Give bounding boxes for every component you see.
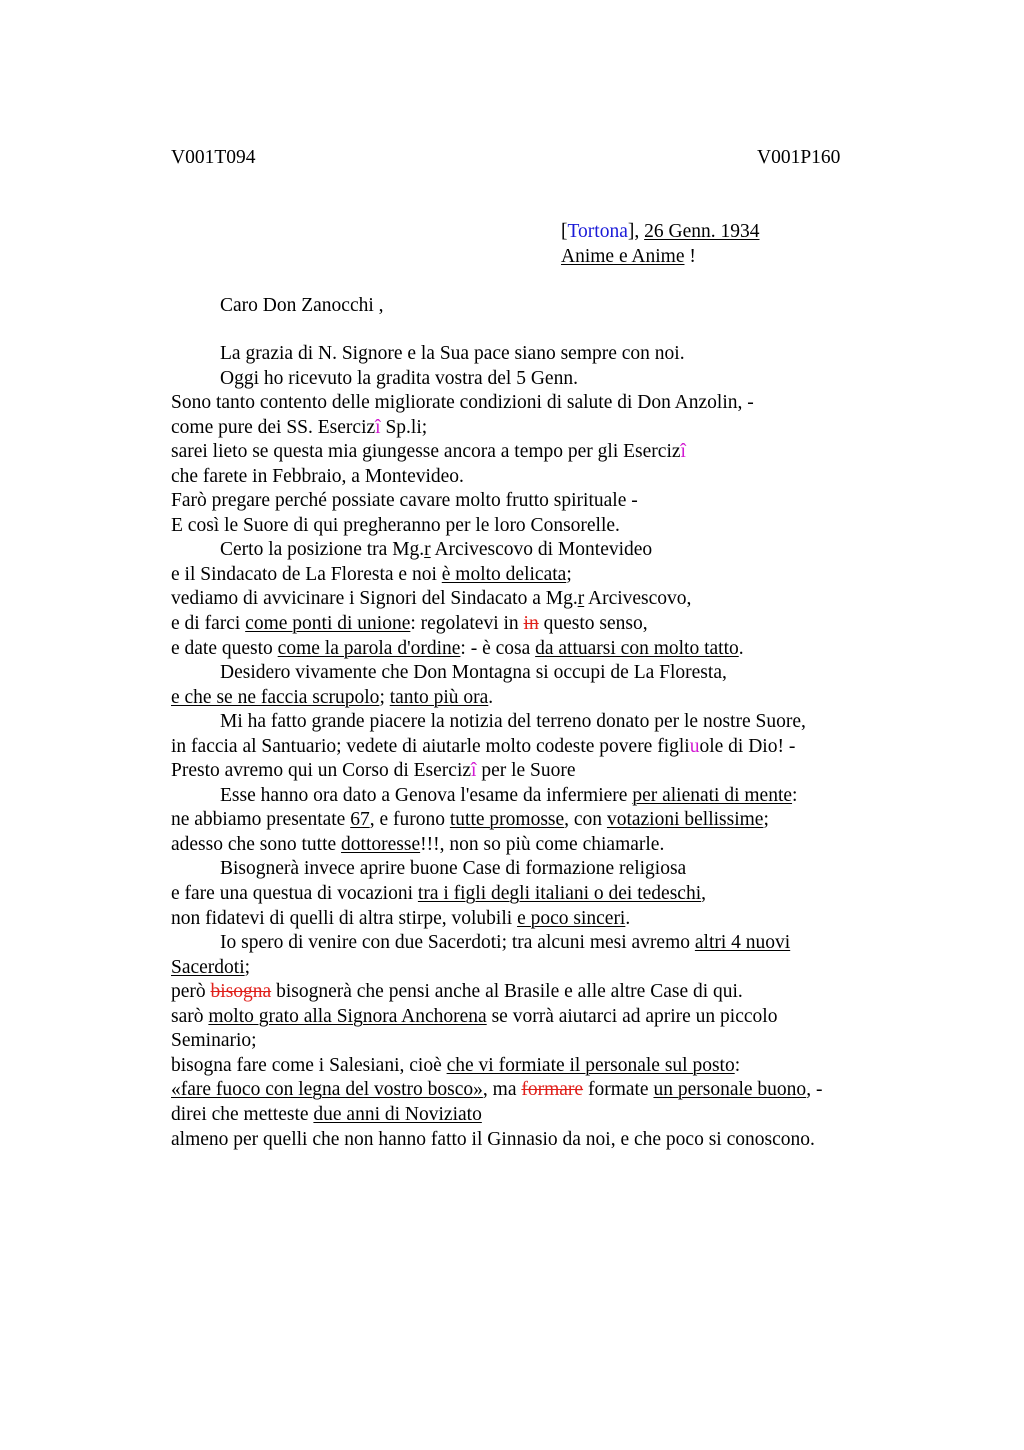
text-segment: , con xyxy=(564,809,607,831)
text-segment: ole di Dio! - xyxy=(699,735,796,757)
text-segment: formate xyxy=(583,1079,654,1101)
text-segment: però xyxy=(171,981,211,1003)
text-line xyxy=(171,538,871,563)
deleted-text: formare xyxy=(521,1079,584,1101)
underlined-text: un personale buono xyxy=(653,1079,807,1101)
text-segment: ; xyxy=(244,956,251,978)
text-segment: . xyxy=(488,686,494,708)
text-line: Sono tanto contento delle migliorate condizioni di salute di Don Anzolin, - xyxy=(171,392,754,414)
text-segment: per le Suore xyxy=(476,760,576,782)
text-segment: Sp.li; xyxy=(380,416,428,438)
text-segment: in faccia al Santuario; vedete di aiutarle molto codeste povere figli xyxy=(171,735,690,757)
text-line xyxy=(171,907,871,932)
text-line xyxy=(171,931,871,956)
underlined-text: molto grato alla Signora Anchorena xyxy=(208,1005,487,1027)
underlined-text: come ponti di unione xyxy=(245,613,411,635)
text-line xyxy=(171,980,871,1005)
text-segment: bisogna fare come i Salesiani, cioè xyxy=(171,1054,447,1076)
underlined-text: per alienati di mente xyxy=(632,784,793,806)
text-segment: , xyxy=(701,883,706,905)
salutation: Caro Don Zanocchi , xyxy=(220,295,384,316)
text-line xyxy=(171,1103,871,1128)
underlined-text: 67 xyxy=(350,809,370,831)
correction-mark: î xyxy=(680,441,686,463)
text-segment: Certo la posizione tra Mg. xyxy=(220,539,425,561)
text-line xyxy=(171,440,871,465)
underlined-text: due anni di Noviziato xyxy=(313,1103,482,1125)
underlined-text: tutte promosse xyxy=(449,809,565,831)
bracket-close: ], xyxy=(627,221,645,242)
text-segment: vediamo di avvicinare i Signori del Sindacato a Mg. xyxy=(171,588,578,610)
text-segment: . xyxy=(738,637,744,659)
text-line xyxy=(171,637,871,662)
text-line xyxy=(171,882,871,907)
underlined-text: altri 4 nuovi xyxy=(694,932,791,954)
text-segment: Io spero di venire con due Sacerdoti; tra alcuni mesi avremo xyxy=(220,932,695,954)
text-segment: Esse hanno ora dato a Genova l'esame da infermiere xyxy=(220,784,633,806)
text-line xyxy=(171,833,871,858)
text-segment: ; xyxy=(566,563,572,585)
underlined-text: e poco sinceri xyxy=(517,907,626,929)
text-line: Mi ha fatto grande piacere la notizia del terreno donato per le nostre Suore, xyxy=(220,711,806,733)
text-segment: questo senso, xyxy=(538,613,648,635)
underlined-text: che vi formiate il personale sul posto xyxy=(446,1054,735,1076)
text-line xyxy=(171,956,871,981)
text-line xyxy=(171,784,871,809)
underlined-text: da attuarsi con molto tatto xyxy=(535,637,739,659)
text-segment: ; xyxy=(379,686,390,708)
text-line xyxy=(171,686,871,711)
archive-ref-right: V001P160 xyxy=(757,147,841,168)
underlined-text: come la parola d'ordine xyxy=(277,637,461,659)
motto-line xyxy=(561,245,760,270)
text-segment: Arcivescovo di Montevideo xyxy=(430,539,653,561)
text-segment: se vorrà aiutarci ad aprire un piccolo xyxy=(486,1005,778,1027)
text-line xyxy=(171,1078,871,1103)
text-line: Desidero vivamente che Don Montagna si occupi de La Floresta, xyxy=(220,662,727,684)
text-segment: sarò xyxy=(171,1005,209,1027)
letter-header xyxy=(561,220,760,269)
deleted-text: in xyxy=(523,613,539,635)
text-segment: : xyxy=(792,784,798,806)
text-segment: adesso che sono tutte xyxy=(171,833,342,855)
letter-body xyxy=(171,342,871,1152)
text-line xyxy=(171,735,871,760)
underlined-text: dottoresse xyxy=(341,833,421,855)
deleted-text: bisogna xyxy=(210,981,272,1003)
text-segment: , - xyxy=(806,1079,823,1101)
underlined-text: tanto più ora xyxy=(389,686,489,708)
underlined-text: e che se ne faccia scrupolo xyxy=(171,686,380,708)
text-line: Farò pregare perché possiate cavare molto frutto spirituale - xyxy=(171,490,638,512)
text-segment: come pure dei SS. Eserciz xyxy=(171,416,376,438)
text-segment: e il Sindacato de La Floresta e noi xyxy=(171,563,442,585)
text-line: Seminario; xyxy=(171,1030,257,1052)
underlined-text: r xyxy=(424,539,431,561)
text-segment: , ma xyxy=(482,1079,522,1101)
correction-mark: î xyxy=(471,760,477,782)
text-segment: : xyxy=(734,1054,741,1076)
text-segment: : - è cosa xyxy=(460,637,536,659)
place-date-line xyxy=(561,220,760,245)
underlined-text: «fare fuoco con legna del vostro bosco» xyxy=(171,1079,483,1101)
underlined-text: votazioni bellissime xyxy=(606,809,764,831)
text-line xyxy=(171,416,871,441)
correction-mark: u xyxy=(689,735,700,757)
text-segment: e di farci xyxy=(171,613,246,635)
text-line: Bisognerà invece aprire buone Case di formazione religiosa xyxy=(220,858,687,880)
text-line xyxy=(171,587,871,612)
text-segment: !!!, non so più come chiamarle. xyxy=(420,833,665,855)
text-line: che farete in Febbraio, a Montevideo. xyxy=(171,465,464,487)
underlined-text: r xyxy=(577,588,585,610)
text-segment: . xyxy=(625,907,631,929)
text-line xyxy=(171,1005,871,1030)
underlined-text: Sacerdoti xyxy=(171,956,245,978)
place-name: Tortona xyxy=(567,221,628,242)
text-segment: Presto avremo qui un Corso di Eserciz xyxy=(171,760,472,782)
text-line: E così le Suore di qui pregheranno per le loro Consorelle. xyxy=(171,514,620,536)
text-line xyxy=(171,1054,871,1079)
text-segment: e fare una questua di vocazioni xyxy=(171,883,418,905)
correction-mark: î xyxy=(375,416,381,438)
text-segment: : regolatevi in xyxy=(410,613,524,635)
text-segment: , e furono xyxy=(369,809,450,831)
text-line xyxy=(171,612,871,637)
letter-date: 26 Genn. 1934 xyxy=(644,221,760,242)
text-line xyxy=(171,808,871,833)
text-segment: Arcivescovo, xyxy=(584,588,692,610)
text-segment: bisognerà che pensi anche al Brasile e alle altre Case di qui. xyxy=(271,981,743,1003)
motto: Anime e Anime xyxy=(561,245,685,267)
underlined-text: tra i figli degli italiani o dei tedeschi xyxy=(417,883,702,905)
text-segment: e date questo xyxy=(171,637,278,659)
archive-ref-left: V001T094 xyxy=(171,147,256,168)
text-segment: sarei lieto se questa mia giungesse ancora a tempo per gli Eserciz xyxy=(171,441,681,463)
bracket-open: [ xyxy=(561,221,568,242)
text-line xyxy=(171,563,871,588)
text-segment: non fidatevi di quelli di altra stirpe, volubili xyxy=(171,907,518,929)
text-segment: ; xyxy=(763,809,769,831)
text-line: Oggi ho ricevuto la gradita vostra del 5 Genn. xyxy=(220,367,578,389)
text-segment: ne abbiamo presentate xyxy=(171,809,351,831)
motto-tail: ! xyxy=(684,245,696,267)
text-segment: direi che metteste xyxy=(171,1103,314,1125)
underlined-text: è molto delicata xyxy=(441,563,567,585)
text-line: almeno per quelli che non hanno fatto il Ginnasio da noi, e che poco si conoscono. xyxy=(171,1128,815,1150)
text-line: La grazia di N. Signore e la Sua pace siano sempre con noi. xyxy=(220,343,685,364)
text-line xyxy=(171,759,871,784)
